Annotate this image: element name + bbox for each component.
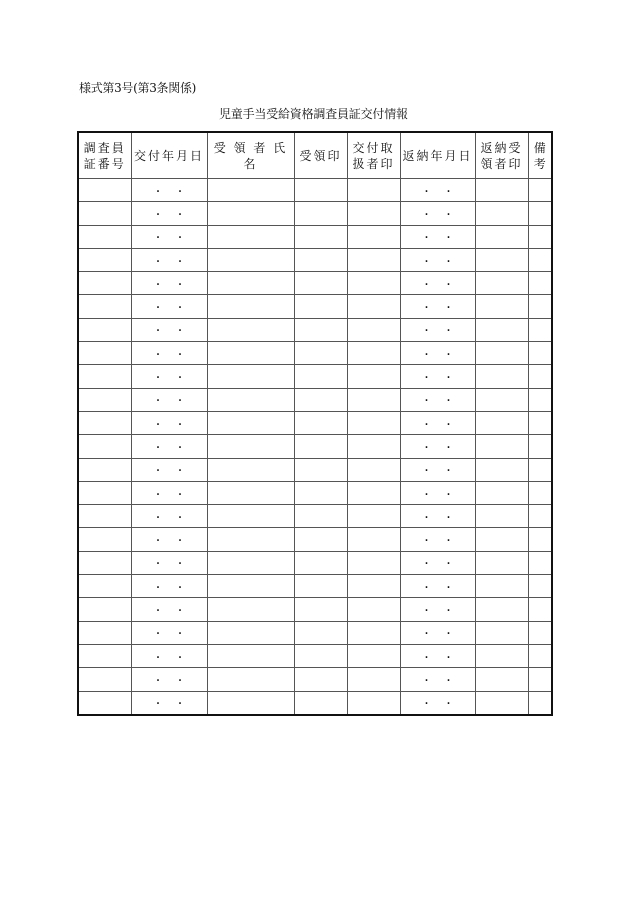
cell-issuer-seal[interactable] bbox=[347, 248, 400, 271]
cell-recipient-name[interactable] bbox=[207, 691, 294, 715]
cell-remarks[interactable] bbox=[528, 598, 552, 621]
column-header-label: 扱者印 bbox=[352, 156, 395, 171]
cell-id[interactable] bbox=[78, 621, 131, 644]
cell-return-receiver-seal[interactable] bbox=[475, 411, 528, 434]
column-header-label: 調査員 bbox=[83, 140, 126, 155]
date-placeholder: ・ ・ bbox=[153, 186, 185, 198]
cell-return-date[interactable] bbox=[400, 295, 475, 318]
cell-id[interactable] bbox=[78, 575, 131, 598]
cell-issue-date[interactable] bbox=[131, 248, 207, 271]
column-header-label: 交付取 bbox=[352, 140, 395, 155]
cell-remarks[interactable] bbox=[528, 575, 552, 598]
date-placeholder: ・ ・ bbox=[153, 279, 185, 291]
date-placeholder: ・ ・ bbox=[153, 396, 185, 408]
cell-return-receiver-seal[interactable] bbox=[475, 621, 528, 644]
date-placeholder: ・ ・ bbox=[421, 652, 454, 664]
cell-id[interactable] bbox=[78, 248, 131, 271]
column-header-receipt-seal bbox=[294, 132, 347, 179]
cell-recipient-name[interactable] bbox=[207, 598, 294, 621]
cell-id[interactable] bbox=[78, 458, 131, 481]
cell-return-receiver-seal[interactable] bbox=[475, 248, 528, 271]
document-title: 児童手当受給資格調査員証交付情報 bbox=[219, 107, 408, 121]
table-row bbox=[78, 528, 552, 551]
cell-issue-date[interactable] bbox=[131, 318, 207, 341]
cell-recipient-name[interactable] bbox=[207, 225, 294, 248]
cell-recipient-name[interactable] bbox=[207, 202, 294, 225]
cell-recipient-name[interactable] bbox=[207, 644, 294, 667]
date-placeholder: ・ ・ bbox=[153, 629, 185, 641]
date-placeholder: ・ ・ bbox=[153, 373, 185, 385]
column-header-label: 受 領 者 氏 名 bbox=[213, 140, 288, 171]
table-row bbox=[78, 435, 552, 458]
cell-return-receiver-seal[interactable] bbox=[475, 179, 528, 202]
table-row bbox=[78, 225, 552, 248]
table-row bbox=[78, 202, 552, 225]
table-row bbox=[78, 668, 552, 691]
cell-issuer-seal[interactable] bbox=[347, 575, 400, 598]
cell-issuer-seal[interactable] bbox=[347, 668, 400, 691]
cell-return-receiver-seal[interactable] bbox=[475, 318, 528, 341]
cell-return-date[interactable] bbox=[400, 202, 475, 225]
cell-receipt-seal[interactable] bbox=[294, 225, 347, 248]
column-header-label: 考 bbox=[533, 156, 546, 171]
date-placeholder: ・ ・ bbox=[153, 466, 185, 478]
cell-remarks[interactable] bbox=[528, 202, 552, 225]
cell-recipient-name[interactable] bbox=[207, 435, 294, 458]
table-row bbox=[78, 248, 552, 271]
cell-issue-date[interactable] bbox=[131, 598, 207, 621]
cell-return-receiver-seal[interactable] bbox=[475, 342, 528, 365]
cell-issuer-seal[interactable] bbox=[347, 295, 400, 318]
table-row bbox=[78, 598, 552, 621]
cell-return-date[interactable] bbox=[400, 342, 475, 365]
date-placeholder: ・ ・ bbox=[421, 536, 454, 548]
cell-remarks[interactable] bbox=[528, 179, 552, 202]
cell-return-date[interactable] bbox=[400, 644, 475, 667]
cell-recipient-name[interactable] bbox=[207, 179, 294, 202]
cell-recipient-name[interactable] bbox=[207, 248, 294, 271]
cell-issuer-seal[interactable] bbox=[347, 365, 400, 388]
cell-issue-date[interactable] bbox=[131, 551, 207, 574]
cell-issuer-seal[interactable] bbox=[347, 598, 400, 621]
cell-recipient-name[interactable] bbox=[207, 295, 294, 318]
cell-return-receiver-seal[interactable] bbox=[475, 691, 528, 715]
cell-recipient-name[interactable] bbox=[207, 318, 294, 341]
cell-return-receiver-seal[interactable] bbox=[475, 295, 528, 318]
cell-issue-date[interactable] bbox=[131, 365, 207, 388]
date-placeholder: ・ ・ bbox=[153, 256, 185, 268]
cell-recipient-name[interactable] bbox=[207, 668, 294, 691]
cell-id[interactable] bbox=[78, 202, 131, 225]
cell-receipt-seal[interactable] bbox=[294, 481, 347, 504]
cell-return-receiver-seal[interactable] bbox=[475, 575, 528, 598]
cell-receipt-seal[interactable] bbox=[294, 458, 347, 481]
cell-issuer-seal[interactable] bbox=[347, 505, 400, 528]
cell-issuer-seal[interactable] bbox=[347, 691, 400, 715]
date-placeholder: ・ ・ bbox=[153, 582, 185, 594]
cell-recipient-name[interactable] bbox=[207, 481, 294, 504]
cell-issuer-seal[interactable] bbox=[347, 342, 400, 365]
cell-remarks[interactable] bbox=[528, 551, 552, 574]
date-placeholder: ・ ・ bbox=[421, 209, 454, 221]
date-placeholder: ・ ・ bbox=[421, 605, 454, 617]
cell-issuer-seal[interactable] bbox=[347, 435, 400, 458]
date-placeholder: ・ ・ bbox=[153, 512, 185, 524]
cell-return-receiver-seal[interactable] bbox=[475, 272, 528, 295]
cell-return-date[interactable] bbox=[400, 481, 475, 504]
cell-remarks[interactable] bbox=[528, 388, 552, 411]
table-row bbox=[78, 411, 552, 434]
table-row bbox=[78, 691, 552, 715]
cell-id[interactable] bbox=[78, 318, 131, 341]
table-row bbox=[78, 295, 552, 318]
date-placeholder: ・ ・ bbox=[153, 442, 185, 454]
table-row bbox=[78, 644, 552, 667]
cell-issue-date[interactable] bbox=[131, 342, 207, 365]
cell-return-date[interactable] bbox=[400, 435, 475, 458]
cell-return-date[interactable] bbox=[400, 388, 475, 411]
cell-receipt-seal[interactable] bbox=[294, 691, 347, 715]
cell-issue-date[interactable] bbox=[131, 411, 207, 434]
cell-remarks[interactable] bbox=[528, 342, 552, 365]
column-header-remarks bbox=[528, 132, 552, 179]
cell-receipt-seal[interactable] bbox=[294, 575, 347, 598]
cell-id[interactable] bbox=[78, 691, 131, 715]
cell-receipt-seal[interactable] bbox=[294, 202, 347, 225]
table-row bbox=[78, 551, 552, 574]
cell-issuer-seal[interactable] bbox=[347, 551, 400, 574]
cell-return-receiver-seal[interactable] bbox=[475, 225, 528, 248]
cell-receipt-seal[interactable] bbox=[294, 342, 347, 365]
date-placeholder: ・ ・ bbox=[153, 536, 185, 548]
date-placeholder: ・ ・ bbox=[421, 373, 454, 385]
cell-remarks[interactable] bbox=[528, 458, 552, 481]
table-row bbox=[78, 388, 552, 411]
cell-remarks[interactable] bbox=[528, 272, 552, 295]
cell-remarks[interactable] bbox=[528, 411, 552, 434]
date-placeholder: ・ ・ bbox=[421, 303, 454, 315]
cell-receipt-seal[interactable] bbox=[294, 551, 347, 574]
cell-remarks[interactable] bbox=[528, 295, 552, 318]
cell-recipient-name[interactable] bbox=[207, 272, 294, 295]
cell-issuer-seal[interactable] bbox=[347, 411, 400, 434]
date-placeholder: ・ ・ bbox=[153, 349, 185, 361]
cell-issuer-seal[interactable] bbox=[347, 272, 400, 295]
table-header-row bbox=[78, 132, 552, 179]
cell-return-date[interactable] bbox=[400, 551, 475, 574]
cell-recipient-name[interactable] bbox=[207, 342, 294, 365]
cell-recipient-name[interactable] bbox=[207, 621, 294, 644]
cell-return-receiver-seal[interactable] bbox=[475, 202, 528, 225]
cell-return-receiver-seal[interactable] bbox=[475, 644, 528, 667]
column-header-label: 返納年月日 bbox=[402, 148, 473, 163]
table-row bbox=[78, 179, 552, 202]
column-header-label: 証番号 bbox=[83, 156, 126, 171]
cell-issue-date[interactable] bbox=[131, 179, 207, 202]
date-placeholder: ・ ・ bbox=[421, 349, 454, 361]
cell-remarks[interactable] bbox=[528, 621, 552, 644]
cell-return-date[interactable] bbox=[400, 505, 475, 528]
cell-issue-date[interactable] bbox=[131, 621, 207, 644]
cell-return-date[interactable] bbox=[400, 575, 475, 598]
cell-return-date[interactable] bbox=[400, 668, 475, 691]
cell-id[interactable] bbox=[78, 598, 131, 621]
table-row bbox=[78, 318, 552, 341]
cell-issue-date[interactable] bbox=[131, 202, 207, 225]
cell-receipt-seal[interactable] bbox=[294, 435, 347, 458]
form-number: 様式第3号(第3条関係) bbox=[79, 81, 197, 95]
table-row bbox=[78, 481, 552, 504]
column-header-label: 受領印 bbox=[299, 148, 342, 163]
cell-id[interactable] bbox=[78, 179, 131, 202]
date-placeholder: ・ ・ bbox=[153, 209, 185, 221]
cell-issue-date[interactable] bbox=[131, 388, 207, 411]
cell-return-date[interactable] bbox=[400, 248, 475, 271]
date-placeholder: ・ ・ bbox=[421, 419, 454, 431]
cell-id[interactable] bbox=[78, 411, 131, 434]
cell-remarks[interactable] bbox=[528, 435, 552, 458]
table-row bbox=[78, 458, 552, 481]
cell-id[interactable] bbox=[78, 528, 131, 551]
cell-id[interactable] bbox=[78, 644, 131, 667]
column-header-label: 返納受 bbox=[480, 140, 523, 155]
cell-issue-date[interactable] bbox=[131, 668, 207, 691]
table-row bbox=[78, 621, 552, 644]
issuance-register-table bbox=[77, 131, 553, 716]
cell-issue-date[interactable] bbox=[131, 458, 207, 481]
cell-return-receiver-seal[interactable] bbox=[475, 528, 528, 551]
cell-issuer-seal[interactable] bbox=[347, 388, 400, 411]
cell-id[interactable] bbox=[78, 435, 131, 458]
column-header-id bbox=[78, 132, 131, 179]
cell-receipt-seal[interactable] bbox=[294, 598, 347, 621]
cell-id[interactable] bbox=[78, 388, 131, 411]
cell-remarks[interactable] bbox=[528, 505, 552, 528]
cell-remarks[interactable] bbox=[528, 528, 552, 551]
cell-return-receiver-seal[interactable] bbox=[475, 435, 528, 458]
cell-return-receiver-seal[interactable] bbox=[475, 505, 528, 528]
cell-return-receiver-seal[interactable] bbox=[475, 458, 528, 481]
date-placeholder: ・ ・ bbox=[153, 675, 185, 687]
cell-return-date[interactable] bbox=[400, 272, 475, 295]
table-row bbox=[78, 505, 552, 528]
date-placeholder: ・ ・ bbox=[421, 675, 454, 687]
cell-return-receiver-seal[interactable] bbox=[475, 598, 528, 621]
cell-return-date[interactable] bbox=[400, 621, 475, 644]
table-row bbox=[78, 365, 552, 388]
cell-recipient-name[interactable] bbox=[207, 388, 294, 411]
cell-issuer-seal[interactable] bbox=[347, 179, 400, 202]
cell-issuer-seal[interactable] bbox=[347, 644, 400, 667]
cell-recipient-name[interactable] bbox=[207, 411, 294, 434]
cell-return-date[interactable] bbox=[400, 365, 475, 388]
date-placeholder: ・ ・ bbox=[421, 629, 454, 641]
cell-receipt-seal[interactable] bbox=[294, 411, 347, 434]
cell-issue-date[interactable] bbox=[131, 225, 207, 248]
cell-issue-date[interactable] bbox=[131, 272, 207, 295]
cell-issue-date[interactable] bbox=[131, 644, 207, 667]
cell-remarks[interactable] bbox=[528, 668, 552, 691]
cell-return-date[interactable] bbox=[400, 411, 475, 434]
cell-id[interactable] bbox=[78, 272, 131, 295]
date-placeholder: ・ ・ bbox=[421, 699, 454, 711]
column-header-return-receiver-seal bbox=[475, 132, 528, 179]
cell-return-date[interactable] bbox=[400, 318, 475, 341]
column-header-issue-date bbox=[131, 132, 207, 179]
date-placeholder: ・ ・ bbox=[153, 419, 185, 431]
column-header-return-date bbox=[400, 132, 475, 179]
cell-recipient-name[interactable] bbox=[207, 365, 294, 388]
cell-id[interactable] bbox=[78, 481, 131, 504]
cell-remarks[interactable] bbox=[528, 481, 552, 504]
date-placeholder: ・ ・ bbox=[153, 559, 185, 571]
cell-issue-date[interactable] bbox=[131, 295, 207, 318]
cell-return-receiver-seal[interactable] bbox=[475, 481, 528, 504]
cell-issuer-seal[interactable] bbox=[347, 225, 400, 248]
cell-id[interactable] bbox=[78, 342, 131, 365]
cell-return-date[interactable] bbox=[400, 598, 475, 621]
date-placeholder: ・ ・ bbox=[153, 605, 185, 617]
cell-issue-date[interactable] bbox=[131, 528, 207, 551]
cell-remarks[interactable] bbox=[528, 365, 552, 388]
cell-issuer-seal[interactable] bbox=[347, 481, 400, 504]
cell-recipient-name[interactable] bbox=[207, 458, 294, 481]
cell-id[interactable] bbox=[78, 668, 131, 691]
column-header-label: 交付年月日 bbox=[133, 148, 204, 163]
cell-receipt-seal[interactable] bbox=[294, 668, 347, 691]
cell-receipt-seal[interactable] bbox=[294, 248, 347, 271]
cell-issuer-seal[interactable] bbox=[347, 528, 400, 551]
cell-issue-date[interactable] bbox=[131, 575, 207, 598]
date-placeholder: ・ ・ bbox=[153, 326, 185, 338]
cell-return-date[interactable] bbox=[400, 225, 475, 248]
date-placeholder: ・ ・ bbox=[421, 396, 454, 408]
table-row bbox=[78, 272, 552, 295]
cell-issue-date[interactable] bbox=[131, 691, 207, 715]
cell-return-date[interactable] bbox=[400, 458, 475, 481]
cell-return-receiver-seal[interactable] bbox=[475, 365, 528, 388]
date-placeholder: ・ ・ bbox=[421, 559, 454, 571]
date-placeholder: ・ ・ bbox=[153, 489, 185, 501]
date-placeholder: ・ ・ bbox=[421, 582, 454, 594]
cell-issue-date[interactable] bbox=[131, 505, 207, 528]
cell-receipt-seal[interactable] bbox=[294, 318, 347, 341]
cell-receipt-seal[interactable] bbox=[294, 179, 347, 202]
cell-receipt-seal[interactable] bbox=[294, 644, 347, 667]
cell-remarks[interactable] bbox=[528, 318, 552, 341]
cell-issuer-seal[interactable] bbox=[347, 458, 400, 481]
cell-remarks[interactable] bbox=[528, 644, 552, 667]
date-placeholder: ・ ・ bbox=[153, 303, 185, 315]
cell-id[interactable] bbox=[78, 551, 131, 574]
cell-id[interactable] bbox=[78, 365, 131, 388]
date-placeholder: ・ ・ bbox=[421, 256, 454, 268]
date-placeholder: ・ ・ bbox=[153, 652, 185, 664]
cell-return-receiver-seal[interactable] bbox=[475, 668, 528, 691]
cell-issuer-seal[interactable] bbox=[347, 318, 400, 341]
cell-return-date[interactable] bbox=[400, 528, 475, 551]
cell-issue-date[interactable] bbox=[131, 481, 207, 504]
column-header-recipient-name bbox=[207, 132, 294, 179]
date-placeholder: ・ ・ bbox=[421, 279, 454, 291]
cell-issuer-seal[interactable] bbox=[347, 621, 400, 644]
cell-receipt-seal[interactable] bbox=[294, 295, 347, 318]
cell-recipient-name[interactable] bbox=[207, 505, 294, 528]
date-placeholder: ・ ・ bbox=[421, 326, 454, 338]
date-placeholder: ・ ・ bbox=[153, 699, 185, 711]
cell-return-receiver-seal[interactable] bbox=[475, 551, 528, 574]
cell-return-receiver-seal[interactable] bbox=[475, 388, 528, 411]
cell-remarks[interactable] bbox=[528, 248, 552, 271]
cell-id[interactable] bbox=[78, 225, 131, 248]
date-placeholder: ・ ・ bbox=[153, 233, 185, 245]
date-placeholder: ・ ・ bbox=[421, 512, 454, 524]
date-placeholder: ・ ・ bbox=[421, 186, 454, 198]
cell-recipient-name[interactable] bbox=[207, 575, 294, 598]
cell-receipt-seal[interactable] bbox=[294, 272, 347, 295]
date-placeholder: ・ ・ bbox=[421, 466, 454, 478]
table-row bbox=[78, 342, 552, 365]
column-header-label: 備 bbox=[533, 140, 546, 155]
date-placeholder: ・ ・ bbox=[421, 489, 454, 501]
cell-remarks[interactable] bbox=[528, 691, 552, 715]
column-header-label: 領者印 bbox=[480, 156, 523, 171]
cell-issue-date[interactable] bbox=[131, 435, 207, 458]
cell-recipient-name[interactable] bbox=[207, 528, 294, 551]
cell-issuer-seal[interactable] bbox=[347, 202, 400, 225]
cell-id[interactable] bbox=[78, 295, 131, 318]
table-row bbox=[78, 575, 552, 598]
cell-receipt-seal[interactable] bbox=[294, 621, 347, 644]
cell-remarks[interactable] bbox=[528, 225, 552, 248]
cell-receipt-seal[interactable] bbox=[294, 388, 347, 411]
cell-id[interactable] bbox=[78, 505, 131, 528]
date-placeholder: ・ ・ bbox=[421, 233, 454, 245]
cell-receipt-seal[interactable] bbox=[294, 528, 347, 551]
cell-return-date[interactable] bbox=[400, 179, 475, 202]
column-header-issuer-seal bbox=[347, 132, 400, 179]
date-placeholder: ・ ・ bbox=[421, 442, 454, 454]
cell-receipt-seal[interactable] bbox=[294, 365, 347, 388]
cell-recipient-name[interactable] bbox=[207, 551, 294, 574]
cell-receipt-seal[interactable] bbox=[294, 505, 347, 528]
cell-return-date[interactable] bbox=[400, 691, 475, 715]
